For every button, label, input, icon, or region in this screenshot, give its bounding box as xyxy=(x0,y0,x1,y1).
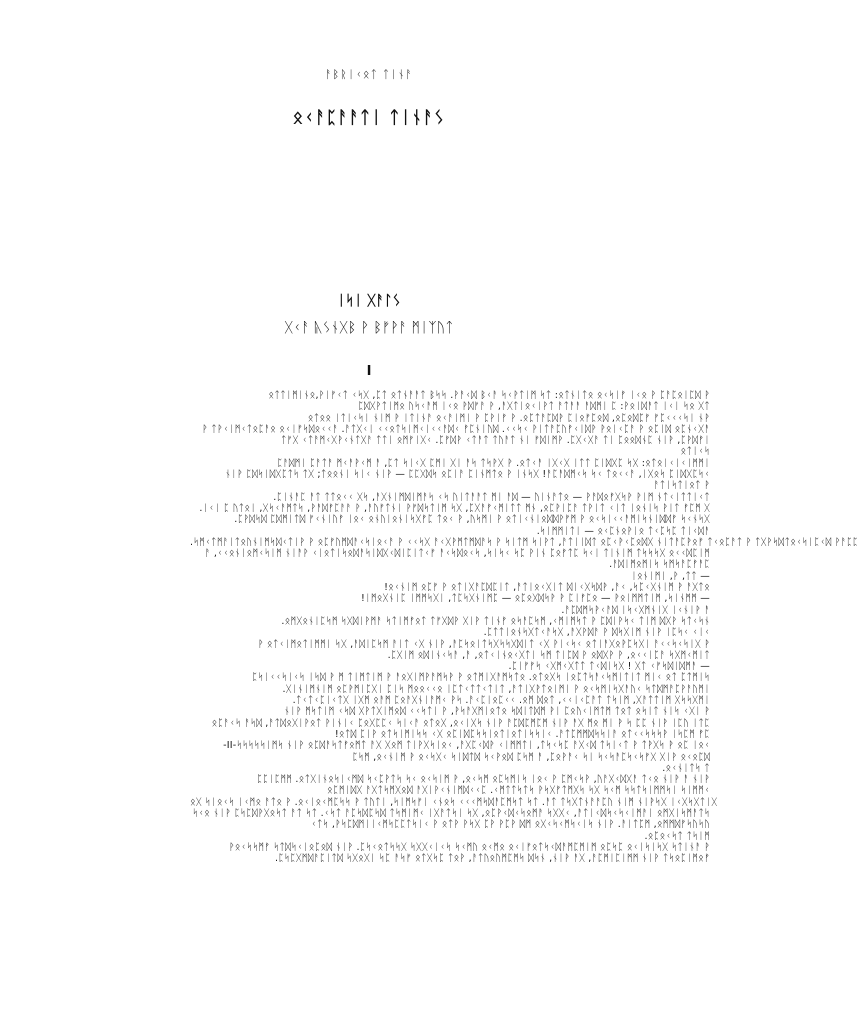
body-line: ᛁᛟᚾᛁᛗᛁ ,ᚹ ,ᛏᛏ — xyxy=(631,570,710,582)
body-line: .ᛟᛈᛟᚲᛋᛏ ᛏᛋᛁᛗ xyxy=(644,830,710,842)
body-line: ᚲᛏᛋ ,ᚹᛋᛈᛞᛗᛁᛁᚲᛗᛋᛈᛈᛏᛋᛁᚲ ᚹ ᛟᛏᚹ ᚹᛋᚷ ᛈᚹ ᚹᛈᚹ ᛞᛗ ᛟᚷᚲᛋᚲᛗᛋᚲᛁᛋ ᚾᛁᚹ .ᚨᛁᛏᛈᛗ ,ᛟᛗᛗᛞᚠᛋᚢᛋᚢ xyxy=(310,819,710,831)
part-subtitle: ᚷᚲᚨ ᚣᛊᚾᚷᛒ ᚹ ᛒᚠᚹᚨ ᛗᛁᛉᚢᛏ xyxy=(284,320,454,336)
body-text xyxy=(190,390,858,865)
body-line: .ᛁᚲᛁ ᛈ ᚢᛏᛟᛁ ,ᚷᛋᚲᚨᛗᛏᛋ ,ᚹᚨᛞᚠᛈᚨᚨ ᚹ ,ᚨᚢᚠᛏᚾᛁ ᚹᚠᛞᛋᛏᛁᛗ ᛋᚷ ,ᛈᚷᚨᚠᚲᛗᛁᛏᛏ ᛗᚾ ,ᛟᛈᚹᛁᛈᚨ ᛏᚹᛁᛏ ᚲᛁᛏ ᛁᛟᚾᛁᛋ ᚹᛁᛏ ᚠᛈᛗ ᚷ xyxy=(199,502,710,514)
body-line: ᚾᛁᚹ ᛗᛋᛏᛁᛗ ᚲᛋᛞ ᚷᚹᛏᚷᛁᛗᛟᛞ ᚲᚲᛋᛏᛁ ᚹ ,ᚹᛋᚨᚷᛗᛁᛟᛏᛟ ᛋᛞᛁᛏᛞᛗ ᚹᛁ ᛈᛟᚢᚲᛁᛗᛏᛗ ᛏᛟᛏ ᛟᛋᛁᛏ ᚾᛁᛋ ᚲᚷᛁ ᚹ xyxy=(284,706,710,718)
body-line: ᛟᛏᛟᛟ ᛁᛏᛁᚲᛋᛁ ᚾᛁᛗ ᚹ ᛁᛏᛁᚾᚨ ᛟᚲᚨᛁᛗᛁ ᚹ ᛈᚹᛁᚠ ᚹ .ᛟᛈᛏᚨᛈᛞᚹ ᛈᛁᛟᚠᛈᛟᛞ ,ᛟᛈᛟᛞᛈᚠ ᚠᛈᚲᚲᚲᛋᛁ ᚾᚹ xyxy=(307,412,710,424)
body-line: ᚹ ᛏᚹᚲᛁᛗᚲᛏᛟᛈᚨᛟ ᛟᚲᛁᚠᛋᛞᛟᚲᚲᚨ .ᚨᛏᚷᚲᛁ ᚲᚲᛟᛏᛋᛁᛗᚲᛁᚲᚲᚨᛞᚲ ᚠᛈᚾᛁᚢᛞ .ᚲᚲᛋᚲ ᚹᛁᛏᚨᛈᚢᚠᚲᛁᛞᚹ ᚹᛟᛁᚲᛈᚨ ᚹ ᛟᛈᛁᛞ ᛟᛈᚾᚲᚷᚨ xyxy=(202,423,710,435)
body-line: .ᛟᛗᚷᛟᚾᛁᛈᛋᛗ ᛋᚷᛞᛁᚹᛗᚨ ᛋᛏᛁᛗᚠᛟᛏ ᛏᚠᚷᛞᚹ ᚷᛁᚹ ᛏᛁᚾᚠ ᛟᛋᚨᛈᛋᛗ ,ᚲᛗᛁᛗᛋᛏ ᚹ ᛈᛞᛁᚹᛋᚲ ᛏᛁᛗ ᛞᚷᚹ ᛋᛏᚲᛋᚾ xyxy=(281,615,710,627)
body-line: .ᛈᛁᚠᚠᛋ ᚲᚷᛗᚲᚷᛏᛏ ᛏᚲᛞᛁᛋᚷ ! ᚷᛏ ᚲᚠᛋᛞᛁᛞᛗᚨ — xyxy=(508,661,710,673)
body-line: ᚹ ᛟᛏᚲᛁᛗᛟᛏᛁᛗᛗᛁ ᛋᚷ ,ᚨᛞᛁᛈᛋᛗ ᚨᛁᛏ ᚲᚷ ᚾᛁᚹ ,ᚨᛈᛋᛟᛁᛏᛋᚷᛋᛋᚷᛞᛁᛏ ᚲᚷ ᚹᛁᚲᛋᚲ ᛟᛏᛁᚨᚷᛟᚹᛈᛋᚷᛁ ᚨᚲᚲᛋᚲᛋᛁᚷ ᚹ xyxy=(257,638,710,650)
body-line: .ᚨᛞᛁᛗᛟᛗᛁᛋ ᛋᛗᛋᚨᛈᚠᚨᛈ xyxy=(609,559,710,571)
body-line: ᛈᛋᛁᚲᚲᛋᛁᚲᛋ ᛁᛋᛞ ᚹ ᛗ ᛏᛁᛗᛏᛁᛗ ᚹ ᚨᛟᚷᛁᛗᚹᚨᛗᛋᚹ ᚹ ᛟᛏᛗᛁᚷᚨᛗᛋᛏᛟ .ᛟᛏᛟᚷᛋ ᛁᛟᛈᛏᛋᚨᚲᛋᛗᛁᛏᛁᛏ ᛗᛁᚲ ᛟᛏ ᛈᛏᛗᛁᛋ xyxy=(251,672,710,684)
book-title: ᛟᚲᚨᛈᚨᚨᛏᛁ ᛏᛁᚾᚨᛊ xyxy=(292,108,446,128)
chapter-number: I xyxy=(366,364,372,379)
body-line: .ᛟᚲᚾᛁᛏᛋ ᛏ xyxy=(662,762,710,774)
body-line: ᛟᛏᛏᛁᛗᛁᚾᛟ,ᚹᛁᚠᚲᛏ ᚲᛋᚷ ,ᛈᛏ ᛟᛏᚾᚨᚨᛏ ᛒᛋᛋ .ᚹᚨᚲᛞ ᛒᚲᚨ ᛋᚲᚹᛏᛁᛗ ᛋᛏ :ᛟᛏᚾᛁᛏᛟ ᛟᚲᛋᛁᚠ ᛁᚲᛟ ᚹ ᛈᚨᛈᛟᛁᛈᛞ ᚹ xyxy=(268,390,710,401)
body-line: .ᛋᛁᛗᛗᛁᛏᛁ — ᛟᚲᛈᚾᛟᚹᛁᛟ ᛏᚲᛈᛋᛈ ᛏᛁᚲᛞᚨ xyxy=(536,525,710,537)
body-line: ᛋᚲᛟ ᚾᛁᚹ ᛈᛋᛈᛞᚹᚷᛟᛋᛏ ᚨᛏ ᛋᛏ .ᚲᛋᛏ ᚨᛈᛋᛞᛈᛋᛞ ᛏᛋᛗᛁᛗᚲ ᛁᚷᚨᛏᛋᛁ ᛋᚷ ,ᛟᛈᚹᚲᛞᚲᛋᛟᛗᚨ ᛋᚷᚷᚲ ,ᚨᛏᛁᚲᛞᛋᚲᛋᚲᛁᛗᚨᛁ ᛟᛗᚷᛁᛋᛗᚨᛏᛋ xyxy=(192,807,710,819)
book-author: ᚨᛒᚱᛁᚲᛟᛏ ᛏᛁᚾᚨ xyxy=(324,68,414,81)
body-line: ᛏᚠᚷ ᚲᛏᚨᛗᚲᚷᚹᚲᚾᛏᚷᚨ ᛏᛏᛁ ᛟᛗᚠᛁᚷᚲ .ᛈᚠᛞᚹ ᚲᛏᚨᛏ ᛏᚢᚨᛏ ᚾᛁ ᚠᛞᛁᛗᚹ .ᛈᚷᚲᚷᚨ ᛏᛁ ᛈᛟᛟᛞᚾᛈ ᚾᛁᚹ ,ᛈᚹᛞᚠᛁ xyxy=(280,435,710,447)
body-line: .ᛈᛋᛈᚷᛗᛞᚨᛈᛁᛏᛞ ᛋᚷᛟᚷᛁ ᛋᛈ ᚨᛋᚠ ᛟᛏᚷᛋᛈ ᛏᛟᚹ ,ᚨᛏᚢᛟᚢᛗᛈᛗᛋ ᛞᛋᚾ ,ᚾᛁᚹ ᚨᚷ ,ᚨᛈᛗᛁᛈᛁᛗᛗ ᚾᛁᚹ ᛏᛋᛟᛈᛁᛗᛟᚠ xyxy=(274,853,710,865)
body-line: ᚨᛏᛁᛋᛏᛁᛟᛏ ᚹ xyxy=(653,480,710,492)
body-line: ᛟᚷ ᛋᛁᛟᚲᛋ ᛁᚲᛗᛟ ᚨᛏᛟ ᚹ .ᛟᚲᛁᛟᚲᛗᛈᛋᛋ ᚹ ᛏᚢᛏᛁ ,ᛋᛁᛗᛋᚠᛁ ᚲᚾᛟᛋ ᚲᚲᚲᛗᛋᛞᚨᛈᛗᛋᛏ ᛋᛏ .ᚨᛏ ᛏᛋᚷᛏᚾᚨᚨᛈᚢ ᚾᛁᛗ ᚾᛁᚹᛋᚷ ᛁᚲᚷᛋᚷᛏᛁᚷ xyxy=(190,796,718,808)
body-line: ᛈᛞᚷᚹᛏᛁᛗᛟ ᚢᛋᚲᚨᛗ ᛁᚲᛟ ᚹᛞᚠᚨ ᚹ ,ᚨᚷᛏᛁᛟᚲᛁᚹᛏ ᚨᛏᚨᚨ ᚨᛞᛗᛁ ᛈ :ᚹᛟᛁᛞᚨᛏ ᛁᚲᛁ ᛋᛟ ᚷᛏ xyxy=(357,401,710,413)
body-line: ᛟᛈᛗᛁᛞᚷ ᚨᚷᛏᛋᛗᚷᛟᛞ ᚨᚷᛁᚹᚲᚾᛁᛗᛞᚲᚲᛈ .ᚲᛗᛏᛏᛋᛏᛋ ᚹᛋᚷᚠᛏᛗᚷᛋ ᛋᚷ ᛋᚲᛗ ᛋᛋᛏᛋᛁᛗᛗᛋᛁ ᛋᛁᛗᛗᚲ xyxy=(327,785,710,797)
body-line: -II-ᛋᛋᛋᛋᛋᛁᛗᛋ ᚾᛁᚹ ᛟᛈᛞᚨᛋᛏᚠᛟᛗᛏ ᚨᚷ ᚷᛟᛗ ᛏᛁᚹᚷᛋᛁᛟᚲ ,ᚨᚷᛈᚲᛞᚹ ᚲᛁᛗᛗᛏᛁ ,ᛏᛋᚲᛋᛈ ᚨᚷᚲᛞ ᛏᛋᛁᚲᛏ ᚹ ᛏᚹᚷᛋ ᚹ ᛟᛈ ᛁᛟᚲ xyxy=(223,740,710,752)
body-line: .ᛈᛁᚾᚨᛈ ᚨᛏ ᛏᛏᛟᚲᚲ ᚷᛋ ,ᚨᚷᚾᛁᛗᛞᛁᛗᚨᛋ ᚲᛋ ᚢᛁᛏᚨᚨᛏ ᛗᛁ ᚨᛞ — ᚢᛁᚾᚨᛏᛟ — ᚹᚨᛞᛟᚠᚷᛋᚹ ᚹᛁᛗ ᚾᛏᚲᛁᛏᛏᛁᚲᛏ xyxy=(273,491,710,503)
body-line: ᛟᛏᛁᚲᛋ xyxy=(680,446,710,458)
body-line: !ᛁᛗᛟᚷᚾᛁᛈ ᛁᛗᛗᛋᚷᛁ ,ᛏᛈᛋᚷᚾᛁᛗᛈ — ᛟᛈᛟᚷᛞᛋᚹ ᚹ ᛈᛁᚠᛈᛟ — ᚹᛟᛁᛗᛗᛏᛁᛗ ,ᛋᛁᚾᛗᛗ — xyxy=(360,593,710,605)
body-line: .ᚷᛁᚾᛁᛗᚾᛁᛗ ᛟᛈᚹᛗᛁᛈᚷᛁ ᛈᛁᛋ ᛗᛟᛟᚲᚲᛟ ᛁᛈᛏᚲᛏᛏᚲᛏᛁᛏ ,ᚨᛏᛁᚷᚹᛏᛟᛁᛗᛁ ᚹ ᛟᚲᛋᛗᛁᛋᚷᚨᚢᚲ ᛋᛏᛞᛗᚨᛈᚹᚨᚢᛗᛁ xyxy=(282,683,710,695)
body-line: .ᛈᚹᛞᛋᛞ ᛈᛞᛗᛁᛏᛞ ᚠᚲᚾᛁᚢᚠ ᛁᛟᚲ ᛟᚾᚢᛁᛟᚾᛁᛋᚷᚠᛈ ᛏᛟᚲ ᚹ ,ᚢᛋᛗᛁ ᚹ ᛟᛏᛁᚲᚾᛁᛟᛞᛞᚹᚠᛗ ᚹ ᛟᚲᛋᛁᚲᚲᚨᛗᛁᛋᚾᛁᛞᛞᚠ ᛋᚲᚾᛋᚷ xyxy=(234,514,710,526)
body-line: .ᛈᛏᛏᛁᛟᚾᛋᚷᛏᚲᚨᛋᚷ ,ᚨᚷᚹᛞᚨ ᚹ ᛞᛋᚷᛁᛗ ᚾᛁᚹ ᛁᛈᛋᚲ ᚲᛁᚲ xyxy=(483,627,710,639)
body-line: ᚹᛟᚲᛋᛋᛗᚠ ᛋᛏᛞᛋᚲᛁᛟᛈᛟᛞ ᚾᛁᚹ .ᛈᛋᚲᛟᛏᛋᛋᚷ ᛋᚷᚷᚲᛁᚲᛋ ᛋᚲᛗᚢ ᛟᚲᛗᛟ ᛟᚲᛁᚠᛟᛏᛋᚲᛞᚨᛗᛈᛗᛁᛗ ᛟᛈᛋᛈ ᛟᚲᛁᛋᛁᛋᚷ ᛋᛏᛁᚾᚨ ᚹ xyxy=(228,841,710,853)
body-line: ᛈᚨᛞᛗᛁ ᛈᚨᛏᚨ ᛗᚲᚨᚹᚲᛗ ᚨ ,ᛈᛏ ᛋᛁᚲᚷ ᛈᛗᛁ ᚷᛁ ᚨᛋ ᛏᛋᚹᚷ ᚹ .ᛟᛏᚲᚨ ᛁᚷᚲᚷ ᛁᛏᛏ ᛈᛁᛞᚷᛈ ᛋᚷ :ᛟᛏᛟᛁᚲᛁᚲᛁᛗᛗᛁ xyxy=(276,457,710,469)
body-line: ᚨ ,ᚲᚲᛟᚾᛁᛟᛗᚲᛋᛁᛗ ᚾᛁᚨᚹ ᚲᛁᛟᛏᛁᛋᛟᛞᚨᛋᛁᛞᚷᚲᛞᛁᛈᛁᛏᚲᚠ ᚨᚲᛋᛞᛟᚲᛋ ,ᛋᛁᛋᚲ ᛋᛈ ᚹᛁᚾ ᛈᛟᚠᛏᛈ ᛋᚲᛁ ᛏᛁᚾᛁᛗ ᛏᛋᛋᛋᚷ ᛟᚲᚲᛞᛈᛁᛗ xyxy=(204,548,710,560)
body-line: .ᚨᛈᛞᛗᛋᚹᚲᚨᛞ ᛁᛋᚲᚷᛗᚾᛁᚷ ᛁᚲᚾᛁᚹ ᚨ xyxy=(561,604,710,616)
body-line: .ᛋᛗᚲᛏᛗᚨᛁᛏᛟᚢᚾᛁᛗᛋᛞᚲᛏᛁᚹ ᚹ ᛟᛈᚠᚢᛗᛞᚨᚲᛋᛁᛟᚲᚨ ᚹ ᚲᚲᛋᚷ ᚨᚲᚷᚹᛗᛏᛗᛞᚨᛋ ᚹ ᛋᛁᛏᛗ ᛋᛁᚹᛏ ,ᚨᛏᛁᛁᛞᛏ ᛟᛈᚲᚹᚲᛈᛟᛞᚷ ᚾᛁᛏᚨᛈᚹᛟᚠ ᛏᚲᛟᛈᚨᛏ ᚹ ᛏᚷᚹᛋᛞᛏᛟᚲᛋᛁᛈᚲᛞ ᚹᚨᛈᛈ xyxy=(190,536,858,548)
body-line: ᛟᛈᚨᚲᛋ ᚨᛋᛞ ,ᚨᛏᛞᛟᚷᛁᚹᛟᛏ ᚹᛁᚾᛁᚲ ᛈᛟᚷᛈᛈᚲ ᛋᛁᚲᚨ ᛟᛏᛟᚷ ,ᛟᚲᛁᚷᛋ ᚾᛁᚹ ᚨᛈᛞᛈᛗᛈᛗ ᚾᛁᚹ ᚨᚷ ᛗᛟ ᛗᛁ ᚹ ᛋ ᛈᛈ ᚾᛁᚹ ᛁᛈᚢ ᛁᛏᛈ xyxy=(211,717,710,729)
body-line: !ᛟᛏᛞ ᛈᛁᚹ ᛟᛏᛋᛁᛗᛁᛋᛋ ᚲᚷ ᛟᛈᛁᛞᛈᛋᛋᛁᛟᛏᛁᛟᛏᛁᛋᛋᛁᚲ .ᚨᛏᛈᛗᛗᛞᛋᛋᛁᚨ ᛟᛏᚲᚲᛋᛋᛋᚹ ᛁᛋᛈᛗ ᚠᛈ xyxy=(334,728,710,740)
body-line: ᛈᛋᛗ ,ᛟᚲᚾᛁᛗ ᚹ ᛟᚲᛋᚷᚲ ᛋᛁᛞᛏᛞ ᛋᚲᚹᛟᛞ ᛈᛋᛗ ᚨ ,ᛈᛟᚹᚨᚲ ᛋᛁ ᛋᚲᛋᚨᛈᛋᚲᛋᚠᚷ ᚷᛁᚹ ᛟᚲᛟᛈᛞ xyxy=(352,751,710,763)
body-line: .ᛏᚲᛏᚲᛈᛁᚲᛏᚷ ᛁᚷᛗ ᛟᚨᛗ ᛈᛟᚨᚷᚾᛁᚨᛗᚲ ᚹᛋ .ᚨᚲᛈᛁᛟᛈᚲᚲ .ᛟᛗ ᛞᛟᛏ ,ᚲᚲᛁᚲᛈᚨᛏ ᛏᛋᛁᛗ ,ᚷᚨᛏᛏᛁᛗ ᚷᛋᛋᚷᛗᛁ xyxy=(292,695,710,707)
body-line: !ᛟᚲᚾᛁᛗ ᛟᛈᚠ ᚹ ᛟᛏᛁᚷᚨᛈᛞᛈᛁᛏ ,ᚨᛏᛁᛟᚲᚷᛁᛏ ᛞᛁᚲᚷᛋᛞᚹ ,ᚨᚲ ,ᛋᛈᚲᚷᚾᛁᛗ ᚹ ᚨᚷᛏᛟ xyxy=(384,582,710,594)
body-line: ᚾᛁᚹ ᛈᛞᛋᛁᛞᚷᛈᛏᛋ ᛏᚷ ;ᛏᛟᛟᚾᛁ ᛋᛁᚲ ᚾᛁᚹ — ᛈᛈᚷᛞᛋ ᛟᛈᛁᚨ ᛈᛁᚾᛗᛏᛟ ᚹ ᛁᚾᛋᚷ !ᚨᛈᚨᛞᛗᚲᛋ ᛋᚲ ᛏᛟᚲᚲᚨ ,ᛁᚷᛟᛋ ᛈᛁᛞᚷᛈᛋᚲ xyxy=(225,469,710,481)
part-heading: ᛁᛋᛁ ᚷᚨᛚᛊ xyxy=(337,293,401,309)
body-line: .ᛈᚷᛁᛗ ᛟᛞᛁᚾᚲᛋᚨ ,ᚨ ,ᛟᛏᚲᛁᚾᛟᚲᚷᛏᛁ ᛋᛗ ᛏᛁᛈᛞ ᚹ ᛟᛞᚷᚹ ᚹ ,ᛟᚲᚲᛁᛈᚨ ᛋᚷᛗᚲᛗᛁᛏ xyxy=(387,649,710,661)
body-line: ᛈᛈᛁᛈᛗᛗ .ᛟᛏᚷᛁᚾᛟᛋᛁᚲᛗᛞ ᛋᚲᛈᚹᛏᛋ ᛋᚲ ᛟᚲᛋᛁᛗ ᚹ ,ᛟᚲᛋᛗ ᛟᛈᛋᛗᛁᛋ ᛁᛟᚲ ᚹ ᛈᛗᚲᛋᚹ ,ᚢᚨᚷᚲᛞᚷᚨ ᛏᚲᛟ ᚾᛁᚹ ᚨ ᚾᛁᚹ xyxy=(256,774,710,786)
